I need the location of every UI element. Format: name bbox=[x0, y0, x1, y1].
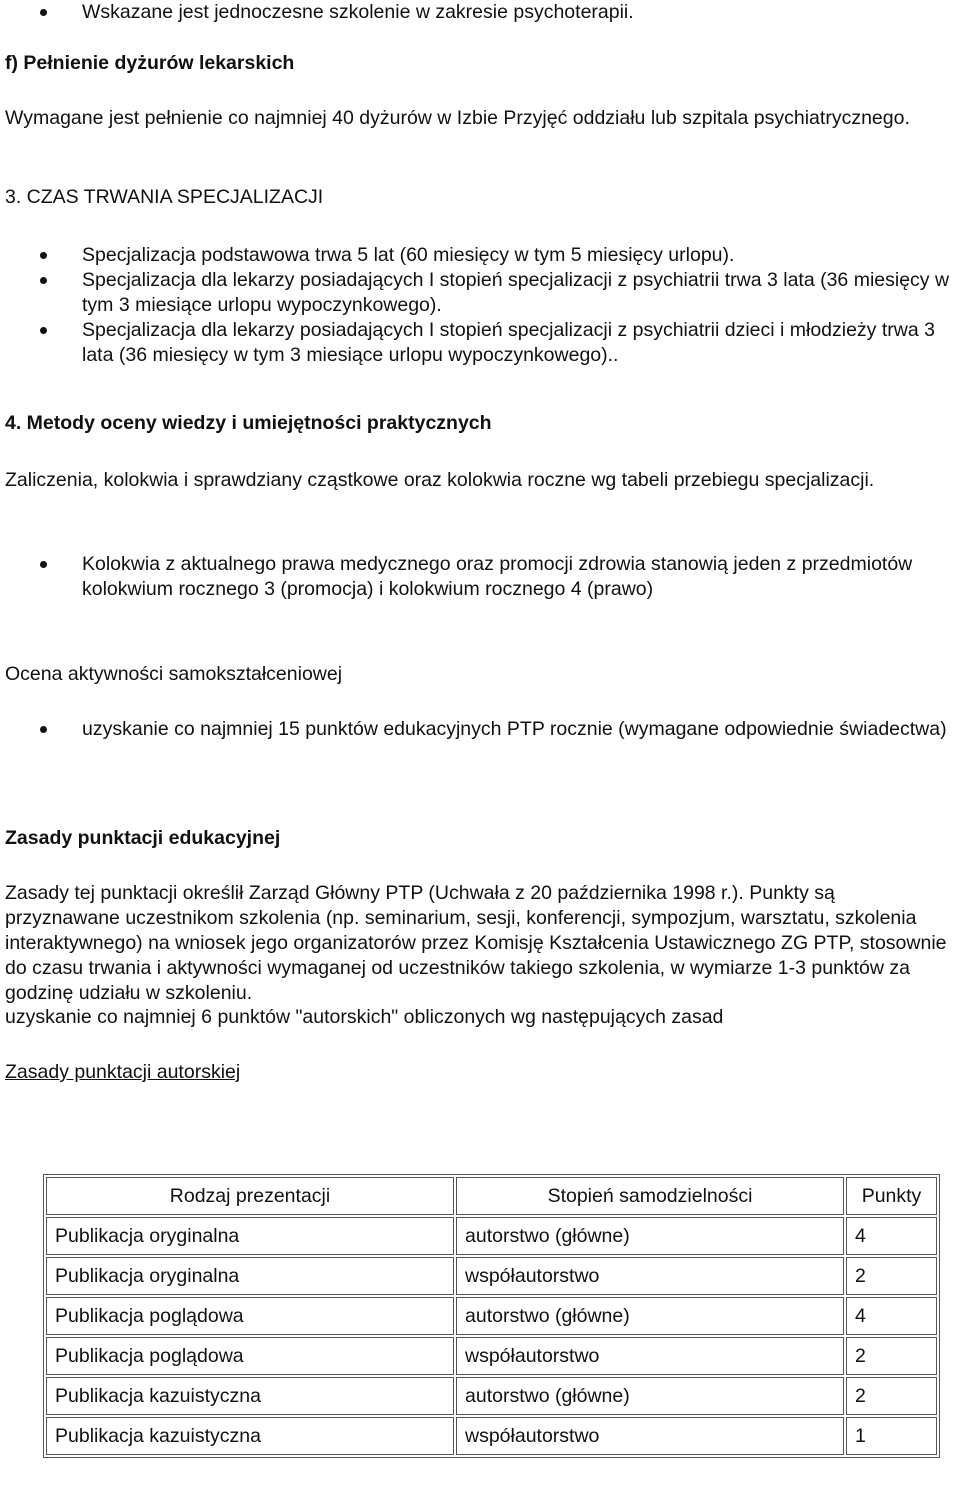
edu-points-heading: Zasady punktacji edukacyjnej bbox=[5, 827, 281, 849]
list-item: Specjalizacja dla lekarzy posiadających I stopień specjalizacji z psychiatrii trwa 3 lata (36 miesięcy w tym 3 miesiące urlopu wypoczynkowego). bbox=[0, 268, 950, 318]
author-points-table bbox=[43, 1174, 940, 1458]
author-points-heading: Zasady punktacji autorskiej bbox=[5, 1061, 241, 1083]
list-item: Wskazane jest jednoczesne szkolenie w zakresie psychoterapii. bbox=[0, 0, 950, 25]
table-header-row bbox=[46, 1177, 937, 1215]
column-header: Rodzaj prezentacji bbox=[46, 1177, 454, 1215]
table-cell: Publikacja oryginalna bbox=[46, 1217, 454, 1255]
colloquia-list bbox=[0, 552, 950, 602]
table-cell: Publikacja poglądowa bbox=[46, 1337, 454, 1375]
table-cell: 1 bbox=[846, 1417, 937, 1455]
table-cell: Publikacja oryginalna bbox=[46, 1257, 454, 1295]
bullet-icon bbox=[40, 252, 47, 259]
section-4-text: Zaliczenia, kolokwia i sprawdziany cząstkowe oraz kolokwia roczne wg tabeli przebiegu specjalizacji. bbox=[5, 469, 875, 491]
self-education-title: Ocena aktywności samokształceniowej bbox=[5, 663, 343, 685]
list-item: Specjalizacja dla lekarzy posiadających I stopień specjalizacji z psychiatrii dzieci i młodzieży trwa 3 lata (36 miesięcy w tym 3 miesiące urlopu wypoczynkowego).. bbox=[0, 318, 950, 368]
column-header: Punkty bbox=[846, 1177, 937, 1215]
bullet-icon bbox=[40, 561, 47, 568]
table-cell: Publikacja kazuistyczna bbox=[46, 1417, 454, 1455]
table-cell: współautorstwo bbox=[456, 1257, 844, 1295]
table-cell: 2 bbox=[846, 1257, 937, 1295]
table-cell: 2 bbox=[846, 1377, 937, 1415]
self-education-list bbox=[0, 717, 950, 742]
table-cell: autorstwo (główne) bbox=[456, 1377, 844, 1415]
table-row bbox=[46, 1417, 937, 1455]
section-4-heading: 4. Metody oceny wiedzy i umiejętności praktycznych bbox=[5, 412, 492, 434]
table-cell: 2 bbox=[846, 1337, 937, 1375]
section-f-heading: f) Pełnienie dyżurów lekarskich bbox=[5, 52, 295, 74]
list-item: uzyskanie co najmniej 15 punktów edukacyjnych PTP rocznie (wymagane odpowiednie świadectwa) bbox=[0, 717, 950, 742]
table-cell: autorstwo (główne) bbox=[456, 1217, 844, 1255]
table-cell: Publikacja kazuistyczna bbox=[46, 1377, 454, 1415]
column-header: Stopień samodzielności bbox=[456, 1177, 844, 1215]
table-row bbox=[46, 1337, 937, 1375]
table-row bbox=[46, 1257, 937, 1295]
list-item: Kolokwia z aktualnego prawa medycznego oraz promocji zdrowia stanowią jeden z przedmiotów kolokwium rocznego 3 (promocja) i kolokwium rocznego 4 (prawo) bbox=[0, 552, 950, 602]
table-cell: współautorstwo bbox=[456, 1337, 844, 1375]
table-cell: Publikacja poglądowa bbox=[46, 1297, 454, 1335]
bullet-icon bbox=[40, 327, 47, 334]
list-item: Specjalizacja podstawowa trwa 5 lat (60 miesięcy w tym 5 miesięcy urlopu). bbox=[0, 243, 950, 268]
author-points-requirement: uzyskanie co najmniej 6 punktów "autorskich" obliczonych wg następujących zasad bbox=[5, 1006, 724, 1028]
table-cell: 4 bbox=[846, 1217, 937, 1255]
duration-list bbox=[0, 243, 950, 368]
top-bullet-list bbox=[0, 0, 950, 25]
table-cell: 4 bbox=[846, 1297, 937, 1335]
table-row bbox=[46, 1377, 937, 1415]
bullet-icon bbox=[40, 726, 47, 733]
table-row bbox=[46, 1297, 937, 1335]
edu-points-text: Zasady tej punktacji określił Zarząd Główny PTP (Uchwała z 20 października 1998 r.). Punkty są przyznawane uczestnikom szkolenia (np. seminarium, sesji, konferencji, sympozjum, warsztatu, szkolenia interaktywnego) na wniosek jego organizatorów przez Komisję Kształcenia Ustawicznego ZG PTP, stosownie do czasu trwania i aktywności wymaganej od uczestników takiego szkolenia, w wymiarze 1-3 punktów za godzinę udziału w szkoleniu. bbox=[5, 882, 947, 1004]
table-row bbox=[46, 1217, 937, 1255]
section-3-heading: 3. CZAS TRWANIA SPECJALIZACJI bbox=[5, 186, 324, 208]
section-f-text: Wymagane jest pełnienie co najmniej 40 dyżurów w Izbie Przyjęć oddziału lub szpitala psychiatrycznego. bbox=[5, 107, 910, 129]
bullet-icon bbox=[40, 9, 47, 16]
table-cell: współautorstwo bbox=[456, 1417, 844, 1455]
bullet-icon bbox=[40, 277, 47, 284]
table-cell: autorstwo (główne) bbox=[456, 1297, 844, 1335]
